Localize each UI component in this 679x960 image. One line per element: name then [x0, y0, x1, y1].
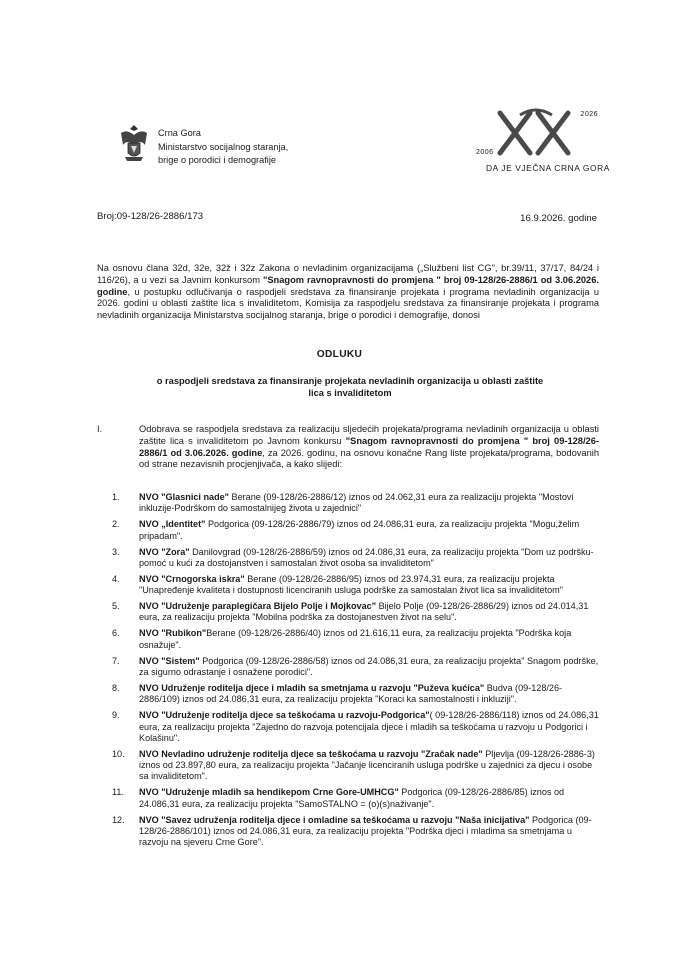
list-item-number: 11. [112, 787, 124, 798]
list-item-number: 3. [112, 546, 120, 557]
allocation-details: ( 09-128/26-2886/118) iznos od 24.086,31 eura, za realizaciju projekta "Zajedno do razvoja potencijala djece i mladih sa teškoćama u razvoju u Podgorici i Kolašinu". [139, 710, 599, 743]
allocation-details: Berane (09-128/26-2886/95) iznos od 23.974,31 eura, za realizaciju projekta "Unapređenje kvaliteta i dostupnosti licenciranih usluga podrške za samostalan život lica sa invaliditetom" [139, 573, 563, 596]
list-item-text [139, 787, 599, 809]
organization-name-bold: NVO "Zora" [139, 546, 190, 557]
list-item-number: 10. [112, 748, 125, 759]
list-item [112, 601, 599, 623]
list-item-text [139, 710, 599, 744]
decision-subtitle: o raspodjeli sredstava za finansiranje projekata nevladinih organizacija u oblasti zaštite lica s invaliditetom [156, 376, 544, 398]
allocation-details: Podgorica (09-128/26-2886/79) iznos od 24.086,31 eura, za realizaciju projekta "Mogu,želim pripadam". [139, 519, 580, 541]
allocation-details: Podgorica (09-128/26-2886/58) iznos od 24.086,31 eura, za realizaciju projekta" Snagom podrške, za sigurno odrastanje i osnažene porodici". [139, 655, 599, 677]
intro-text-1: Na osnovu člana 32d, 32e, 32ž i 32z Zakona o nevladinim organizacijama („Službeni list CG", br.39/11, 37/17, 84/24 i 116/26), a u vezi sa Javnim konkursom [97, 263, 599, 285]
org-line-country: Crna Gora [158, 128, 201, 138]
organization-name-bold: NVO "Udruženje roditelja djece sa teškoćama u razvoju-Podgorica" [139, 710, 430, 721]
organization-name [158, 127, 288, 168]
list-item-number: 5. [112, 601, 120, 612]
organization-name-bold: NVO "Rubikon" [139, 628, 207, 639]
organization-name-bold: NVO "Sistem" [139, 655, 200, 666]
allocation-details: Danilovgrad (09-128/26-2886/59) iznos od 24.086,31 eura, za realizaciju projekta "Dom uz podršku- pomoć u kući za dostojanstven i samostalan život osoba sa invaliditetom" [139, 546, 594, 568]
list-item-number: 4. [112, 573, 120, 584]
logo-year-left: 2006 [476, 149, 494, 156]
logo-slogan: DA JE VJEČNA CRNA GORA [486, 163, 610, 173]
section-number: I. [97, 424, 103, 434]
list-item [112, 749, 599, 783]
list-item [112, 547, 599, 569]
list-item [112, 574, 599, 596]
list-item [112, 519, 599, 541]
section-paragraph [139, 424, 599, 471]
reference-number: Broj:09-128/26-2886/173 [97, 211, 204, 222]
coat-of-arms-icon [117, 123, 151, 163]
document-date: 16.9.2026. godine [520, 213, 597, 224]
xx-logo-mark-icon [490, 107, 582, 159]
list-item-text [139, 547, 599, 569]
section-text-2: , za 2026. godinu, na osnovu konačne Rang liste projekata/programa, bodovanih od strane nezavisnih procjenjivača, a kako slijedi: [139, 447, 599, 470]
allocation-details: Pljevlja (09-128/26-2886-3) iznos od 23.897,80 eura, za realizaciju projekta "Jačanje licenciranih usluga podrške u zajednici za djecu i osobe sa invaliditetom". [139, 748, 595, 782]
list-item-number: 1. [112, 492, 120, 502]
list-item-text [139, 815, 599, 849]
organization-name-bold: NVO Nevladino udruženje roditelja djece sa teškoćama u razvoju "Zračak nade" [139, 748, 483, 759]
list-item-number: 12. [112, 814, 125, 825]
intro-text-bold: "Snagom ravnopravnosti do promjena " broj 09-128/26-2886/1 od 3.06.2026. godine [97, 274, 599, 297]
intro-paragraph [97, 263, 599, 322]
list-item-number: 9. [112, 710, 120, 721]
list-item-text [139, 683, 599, 705]
list-item-number: 8. [112, 683, 120, 694]
org-line-ministry-cont: brige o porodici i demografije [158, 155, 276, 165]
section-text-1: Odobrava se raspodjela sredstava za realizaciju sljedećih projekata/programa nevladinih organizacija u oblasti zaštite lica s invaliditetom po Javnom konkursu [139, 424, 599, 446]
list-item-number: 2. [112, 519, 120, 530]
list-item-number: 6. [112, 628, 120, 639]
list-item [112, 815, 599, 849]
list-item-text [139, 492, 599, 514]
section-text-bold: "Snagom ravnopravnosti do promjena " broj 09-128/26-2886/1 od 3.06.2026. godine [139, 435, 599, 458]
list-item-text [139, 656, 599, 678]
organization-name-bold: NVO "Udruženje mladih sa hendikepom Crne Gore-UMHCG" [139, 787, 399, 798]
list-item [112, 628, 599, 650]
list-item-text [139, 601, 599, 623]
allocation-details: Berane (09-128/26-2886/40) iznos od 21.616,11 eura, za realizaciju projekta "Podrška koja osnažuje". [139, 628, 572, 650]
allocation-details: Podgorica (09-128/26-2886/85) iznos od 24.086,31 eura, za realizaciju projekta "SamoSTALNO = (o)(s)naživanje". [139, 787, 565, 809]
list-item [112, 492, 599, 514]
decision-title: ODLUKU [316, 349, 363, 360]
logo-year-right: 2026 [580, 111, 598, 118]
list-item [112, 787, 599, 809]
list-item [112, 656, 599, 678]
anniversary-logo [474, 107, 610, 181]
organization-name-bold: NVO "Savez udruženja roditelja djece i omladine sa teškoćama u razvoju "Naša inicijativa" [139, 814, 530, 825]
organization-name-bold: NVO Udruženje roditelja djece i mladih sa smetnjama u razvoju "Puževa kućica" [139, 683, 485, 694]
list-item [112, 683, 599, 705]
organization-name-bold: NVO "Crnogorska iskra" [139, 573, 245, 584]
org-line-ministry: Ministarstvo socijalnog staranja, [158, 141, 289, 152]
allocation-details: Bijelo Polje (09-128/26-2886/29) iznos od 24.014,31 eura, za realizaciju projekta "Mobilna podrška za dostojanestven život na selu". [139, 601, 589, 623]
list-item-text [139, 749, 599, 783]
organization-name-bold: NVO "Glasnici nade" [139, 492, 229, 502]
allocation-list [112, 492, 599, 853]
list-item [112, 710, 599, 744]
organization-name-bold: NVO "Udruženje paraplegičara Bijelo Polje i Mojkovac" [139, 601, 377, 612]
allocation-details: Berane (09-128/26-2886/12) iznos od 24.062,31 eura za realizaciju projekta "Mostovi inkluzije-Podrškom do samostalnijeg života u zajednici" [139, 492, 574, 514]
list-item-number: 7. [112, 655, 120, 666]
organization-name-bold: NVO „Identitet" [139, 519, 206, 530]
intro-text-2: , u postupku odlučivanja o raspodjeli sredstava za finansiranje projekata i programa nevladinih organizacija u 2026. godini u oblasti zaštite lica s invaliditetom, Komisija za raspodjelu sredstava za finansiranje projekata i programa nevladinih organizacija Ministarstva socijalnog staranja, brige o porodici i demografije, donosi [97, 286, 599, 321]
allocation-details: Podgorica (09-128/26-2886/101) iznos od 24.086,31 eura, za realizaciju projekta "Podrška djeci i mladima sa smetnjama u razvoju na sjeveru Crne Gore". [139, 814, 592, 848]
list-item-text [139, 519, 599, 541]
list-item-text [139, 628, 599, 650]
list-item-text [139, 574, 599, 596]
allocation-details: Budva (09-128/26-2886/109) iznos od 24.086,31 eura, za realizaciju projekta "Koraci ka samostalnosti i inkluziji". [139, 683, 563, 705]
